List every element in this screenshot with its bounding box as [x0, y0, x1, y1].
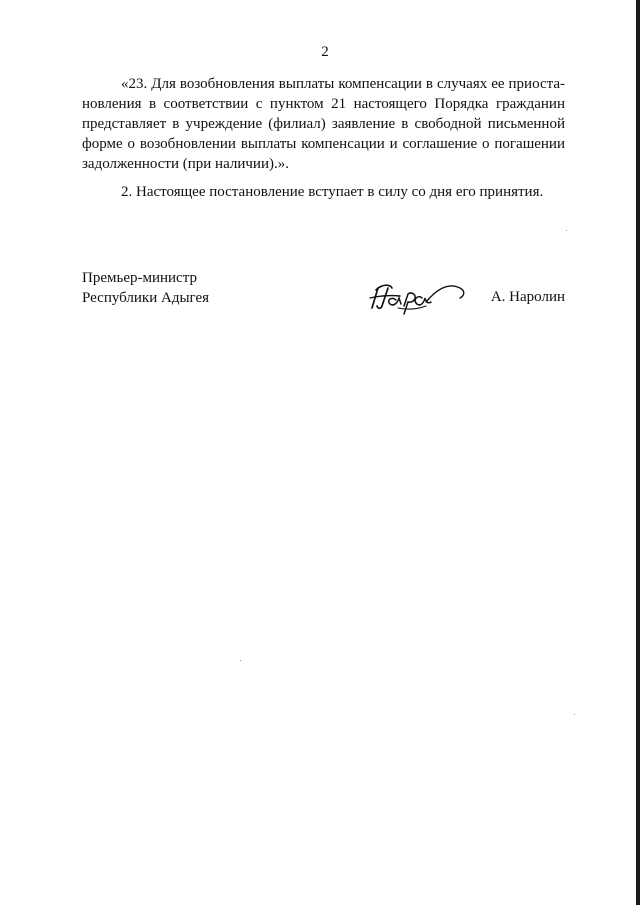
scan-speck — [240, 660, 241, 661]
handwritten-signature — [368, 276, 470, 316]
scan-speck — [574, 714, 575, 715]
paragraph-line: представляет в учреждение (филиал) заявление в свободной письменной — [82, 116, 565, 132]
paragraph-line: «23. Для возобновления выплаты компенсации в случаях ее приоста- — [121, 76, 565, 92]
scan-edge — [636, 0, 640, 905]
paragraph-line: форме о возобновлении выплаты компенсации и соглашение о погашении — [82, 136, 565, 152]
page-number: 2 — [321, 44, 329, 60]
paragraph-line: задолженности (при наличии).». — [82, 156, 289, 172]
position-line: Республики Адыгея — [82, 290, 210, 306]
paragraph-2: 2. Настоящее постановление вступает в силу со дня его принятия. — [121, 184, 544, 200]
signer-position — [82, 268, 209, 308]
position-line: Премьер-министр — [82, 270, 197, 286]
paragraph-23 — [82, 74, 565, 174]
paragraph-line: новления в соответствии с пунктом 21 настоящего Порядка гражданин — [82, 96, 565, 112]
signer-name: А. Наролин — [490, 289, 565, 305]
scan-speck — [566, 230, 567, 231]
